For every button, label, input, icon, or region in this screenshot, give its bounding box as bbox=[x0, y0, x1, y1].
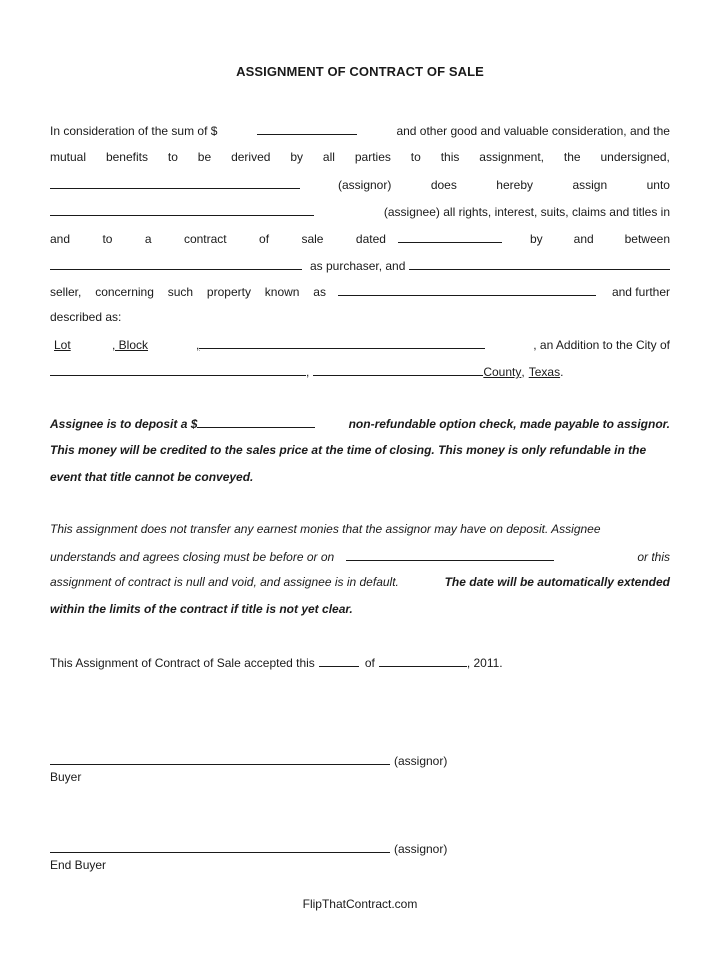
signature-role: (assignor) bbox=[394, 842, 448, 856]
p1-text: In consideration of the sum of $ bbox=[50, 124, 218, 138]
p1-line-10 bbox=[50, 361, 670, 381]
p1-line-2 bbox=[50, 147, 670, 167]
p1-word: mutual bbox=[50, 150, 87, 164]
city-name-blank[interactable] bbox=[50, 361, 306, 376]
block-label: , Block bbox=[112, 338, 149, 352]
document-title: ASSIGNMENT OF CONTRACT OF SALE bbox=[236, 64, 484, 79]
end-buyer-signature-blank[interactable] bbox=[50, 838, 390, 853]
p1-word: of bbox=[259, 232, 270, 246]
p1-word: assignment, bbox=[479, 150, 544, 164]
p1-word: assign bbox=[572, 178, 608, 192]
p3-line-2 bbox=[50, 546, 670, 566]
acceptance-text: This Assignment of Contract of Sale accepted this bbox=[50, 656, 315, 670]
county-label: County bbox=[483, 365, 522, 379]
signature-role: (assignor) bbox=[394, 754, 448, 768]
p1-text: and further bbox=[611, 285, 670, 299]
p3-text: The date will be automatically extended bbox=[444, 575, 670, 589]
p1-word: does bbox=[430, 178, 457, 192]
p2-text: non-refundable option check, made payable to assignor. bbox=[348, 417, 670, 431]
p2-line-1 bbox=[50, 413, 670, 433]
assignor-name-blank[interactable] bbox=[50, 174, 300, 189]
end-buyer-label: End Buyer bbox=[50, 858, 107, 872]
p3-line-4 bbox=[50, 599, 670, 619]
closing-date-blank[interactable] bbox=[346, 546, 554, 561]
p3-text: or this bbox=[637, 550, 670, 564]
p1-line-1 bbox=[50, 120, 670, 140]
p1-word: concerning bbox=[95, 285, 154, 299]
p1-line-4 bbox=[50, 201, 670, 221]
p1-text: . bbox=[560, 365, 564, 379]
p1-word: be bbox=[197, 150, 212, 164]
p1-word: hereby bbox=[496, 178, 533, 192]
p1-word: property bbox=[206, 285, 251, 299]
addition-name-blank[interactable] bbox=[199, 334, 485, 349]
p1-word: a bbox=[144, 232, 152, 246]
contract-date-blank[interactable] bbox=[398, 228, 502, 243]
p1-word: between bbox=[624, 232, 670, 246]
p3-text: understands and agrees closing must be before or on bbox=[50, 550, 335, 564]
p1-word: seller, bbox=[50, 285, 82, 299]
p1-word: to bbox=[410, 150, 421, 164]
p1-line-3 bbox=[50, 174, 670, 194]
p2-text: Assignee is to deposit a $ bbox=[50, 417, 198, 431]
p1-word: undersigned, bbox=[600, 150, 670, 164]
p1-text: , bbox=[521, 365, 525, 379]
p1-word: all bbox=[322, 150, 335, 164]
accept-day-blank[interactable] bbox=[319, 652, 359, 667]
p1-word: to bbox=[167, 150, 178, 164]
p3-line-1 bbox=[50, 519, 670, 539]
p2-text: event that title cannot be conveyed. bbox=[50, 470, 254, 484]
p1-word: and bbox=[50, 232, 71, 246]
p1-text: , bbox=[196, 338, 200, 352]
p1-word: this bbox=[440, 150, 460, 164]
lot-label: Lot bbox=[54, 338, 71, 352]
p1-word: by bbox=[530, 232, 543, 246]
acceptance-text: of bbox=[364, 656, 375, 670]
county-name-blank[interactable] bbox=[313, 361, 483, 376]
acceptance-line bbox=[50, 652, 670, 672]
p1-text: (assignee) all rights, interest, suits, claims and titles in bbox=[383, 205, 670, 219]
p1-word: sale bbox=[301, 232, 324, 246]
p1-word: known bbox=[264, 285, 300, 299]
p1-text: , bbox=[306, 365, 310, 379]
p1-word: (assignor) bbox=[338, 178, 392, 192]
accept-month-blank[interactable] bbox=[379, 652, 467, 667]
p1-word: the bbox=[563, 150, 581, 164]
p3-text: within the limits of the contract if title is not yet clear. bbox=[50, 602, 353, 616]
p1-line-7 bbox=[50, 281, 670, 301]
p1-word: parties bbox=[354, 150, 391, 164]
p2-line-2 bbox=[50, 440, 670, 460]
p3-text: This assignment does not transfer any earnest monies that the assignor may have on deposit. Assignee bbox=[50, 522, 601, 536]
p1-text: as purchaser, and bbox=[310, 259, 406, 273]
signature-1-line bbox=[50, 750, 447, 770]
p1-line-9 bbox=[50, 334, 670, 354]
p2-text: This money will be credited to the sales price at the time of closing. This money is only refundable in the bbox=[50, 443, 647, 457]
p1-word: unto bbox=[646, 178, 670, 192]
p1-text: , an Addition to the City of bbox=[533, 338, 670, 352]
buyer-label: Buyer bbox=[50, 770, 82, 784]
state-label: Texas bbox=[528, 365, 561, 379]
p1-text: and other good and valuable consideration, and the bbox=[396, 124, 670, 138]
buyer-signature-blank[interactable] bbox=[50, 750, 390, 765]
p1-text: described as: bbox=[50, 310, 122, 324]
p1-line-8 bbox=[50, 307, 670, 327]
p1-line-5 bbox=[50, 228, 670, 248]
signature-2-line bbox=[50, 838, 447, 858]
p1-word: and bbox=[573, 232, 594, 246]
p3-line-3 bbox=[50, 572, 670, 592]
footer-website: FlipThatContract.com bbox=[302, 897, 418, 911]
p1-word: to bbox=[102, 232, 113, 246]
p1-line-6 bbox=[50, 255, 670, 275]
option-deposit-blank[interactable] bbox=[197, 413, 315, 428]
p1-word: dated bbox=[355, 232, 386, 246]
p1-word: as bbox=[313, 285, 326, 299]
purchaser-name-blank[interactable] bbox=[50, 255, 302, 270]
assignee-name-blank[interactable] bbox=[50, 201, 314, 216]
p1-word: derived bbox=[231, 150, 271, 164]
p1-word: by bbox=[290, 150, 304, 164]
property-known-as-blank[interactable] bbox=[338, 281, 596, 296]
p1-word: contract bbox=[183, 232, 227, 246]
p1-word: benefits bbox=[105, 150, 148, 164]
p3-text: assignment of contract is null and void, and assignee is in default. bbox=[50, 575, 399, 589]
consideration-amount-blank[interactable] bbox=[257, 120, 357, 135]
p2-line-3 bbox=[50, 467, 670, 487]
seller-name-blank[interactable] bbox=[409, 255, 670, 270]
p1-word: such bbox=[167, 285, 194, 299]
acceptance-text: , 2011. bbox=[466, 656, 503, 670]
